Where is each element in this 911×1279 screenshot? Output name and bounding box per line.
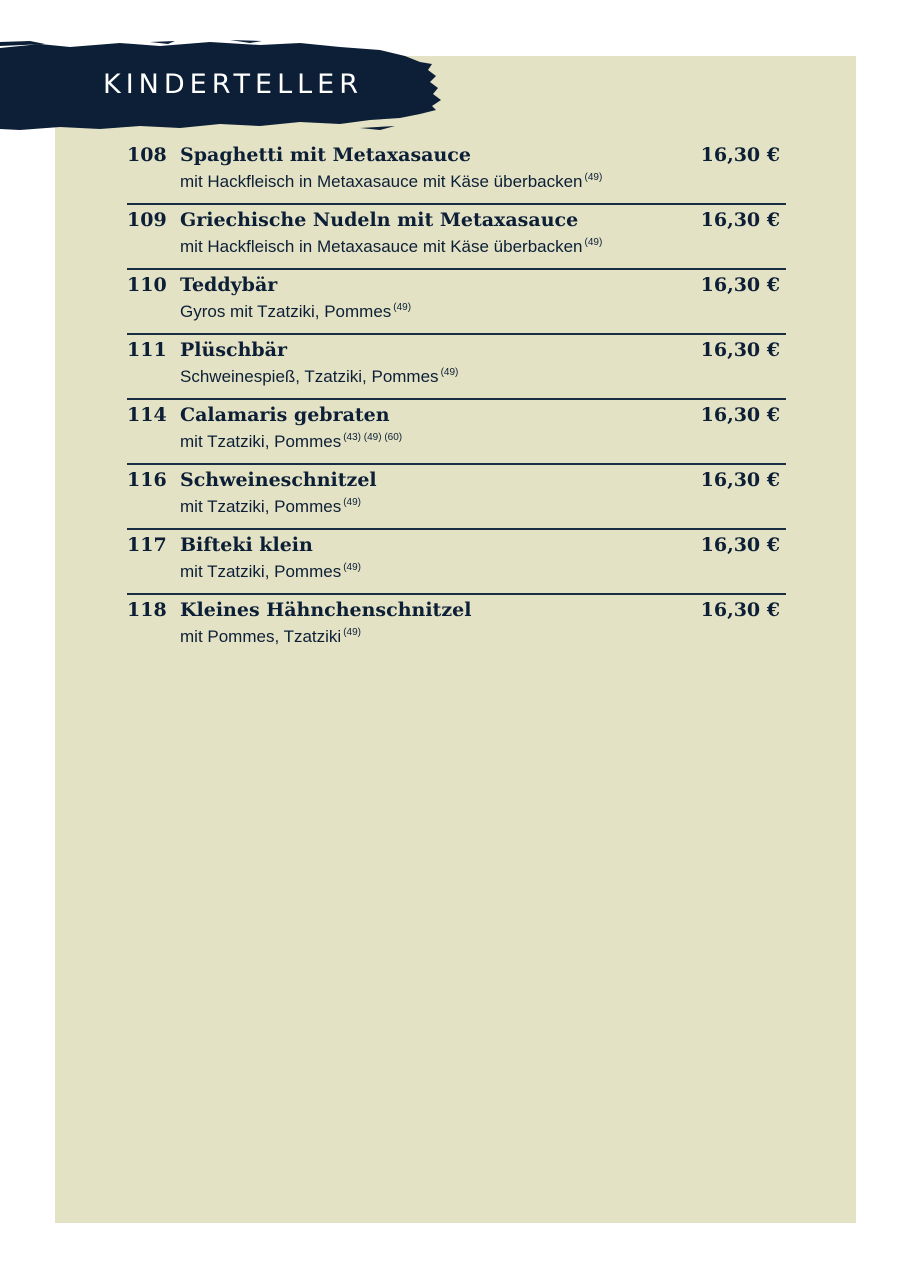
item-description-line bbox=[180, 492, 361, 518]
item-name: Plüschbär bbox=[180, 339, 288, 361]
item-name: Bifteki klein bbox=[180, 534, 313, 556]
item-price: 16,30 € bbox=[700, 404, 780, 426]
item-number: 108 bbox=[127, 144, 167, 166]
allergen-refs: (49) bbox=[343, 562, 362, 573]
allergen-refs: (49) bbox=[440, 367, 459, 378]
item-description: mit Tzatziki, Pommes bbox=[180, 497, 342, 516]
item-number: 118 bbox=[127, 599, 167, 621]
item-price: 16,30 € bbox=[700, 469, 780, 491]
item-name: Schweineschnitzel bbox=[180, 469, 377, 491]
menu-item bbox=[127, 205, 786, 270]
menu-item bbox=[127, 400, 786, 465]
item-description: mit Tzatziki, Pommes bbox=[180, 432, 342, 451]
item-price: 16,30 € bbox=[700, 339, 780, 361]
menu-item bbox=[127, 595, 786, 660]
item-description-line bbox=[180, 297, 411, 323]
allergen-refs: (49) bbox=[584, 237, 603, 248]
menu-list bbox=[127, 140, 786, 660]
section-title: KINDERTELLER bbox=[103, 69, 363, 100]
item-description-line bbox=[180, 622, 361, 648]
menu-item bbox=[127, 140, 786, 205]
item-description-line bbox=[180, 427, 402, 453]
item-price: 16,30 € bbox=[700, 599, 780, 621]
item-number: 116 bbox=[127, 469, 167, 491]
menu-item bbox=[127, 465, 786, 530]
item-description: mit Tzatziki, Pommes bbox=[180, 562, 342, 581]
allergen-refs: (49) bbox=[584, 172, 603, 183]
item-number: 111 bbox=[127, 339, 167, 361]
menu-item bbox=[127, 270, 786, 335]
item-description-line bbox=[180, 167, 602, 193]
item-description: Schweinespieß, Tzatziki, Pommes bbox=[180, 367, 439, 386]
allergen-refs: (49) bbox=[343, 627, 362, 638]
item-number: 109 bbox=[127, 209, 167, 231]
item-description: mit Hackfleisch in Metaxasauce mit Käse überbacken bbox=[180, 237, 583, 256]
allergen-refs: (49) bbox=[343, 497, 362, 508]
menu-item bbox=[127, 335, 786, 400]
item-number: 110 bbox=[127, 274, 167, 296]
item-description: mit Pommes, Tzatziki bbox=[180, 627, 342, 646]
item-description-line bbox=[180, 232, 602, 258]
menu-item bbox=[127, 530, 786, 595]
allergen-refs: (49) bbox=[393, 302, 412, 313]
allergen-refs: (43) (49) (60) bbox=[343, 432, 403, 443]
item-price: 16,30 € bbox=[700, 144, 780, 166]
item-name: Calamaris gebraten bbox=[180, 404, 390, 426]
item-name: Griechische Nudeln mit Metaxasauce bbox=[180, 209, 579, 231]
item-price: 16,30 € bbox=[700, 209, 780, 231]
item-name: Spaghetti mit Metaxasauce bbox=[180, 144, 471, 166]
item-price: 16,30 € bbox=[700, 274, 780, 296]
item-number: 114 bbox=[127, 404, 167, 426]
item-name: Kleines Hähnchenschnitzel bbox=[180, 599, 472, 621]
item-description: mit Hackfleisch in Metaxasauce mit Käse überbacken bbox=[180, 172, 583, 191]
item-description: Gyros mit Tzatziki, Pommes bbox=[180, 302, 392, 321]
item-number: 117 bbox=[127, 534, 167, 556]
item-price: 16,30 € bbox=[700, 534, 780, 556]
item-description-line bbox=[180, 557, 361, 583]
item-name: Teddybär bbox=[180, 274, 278, 296]
item-description-line bbox=[180, 362, 458, 388]
